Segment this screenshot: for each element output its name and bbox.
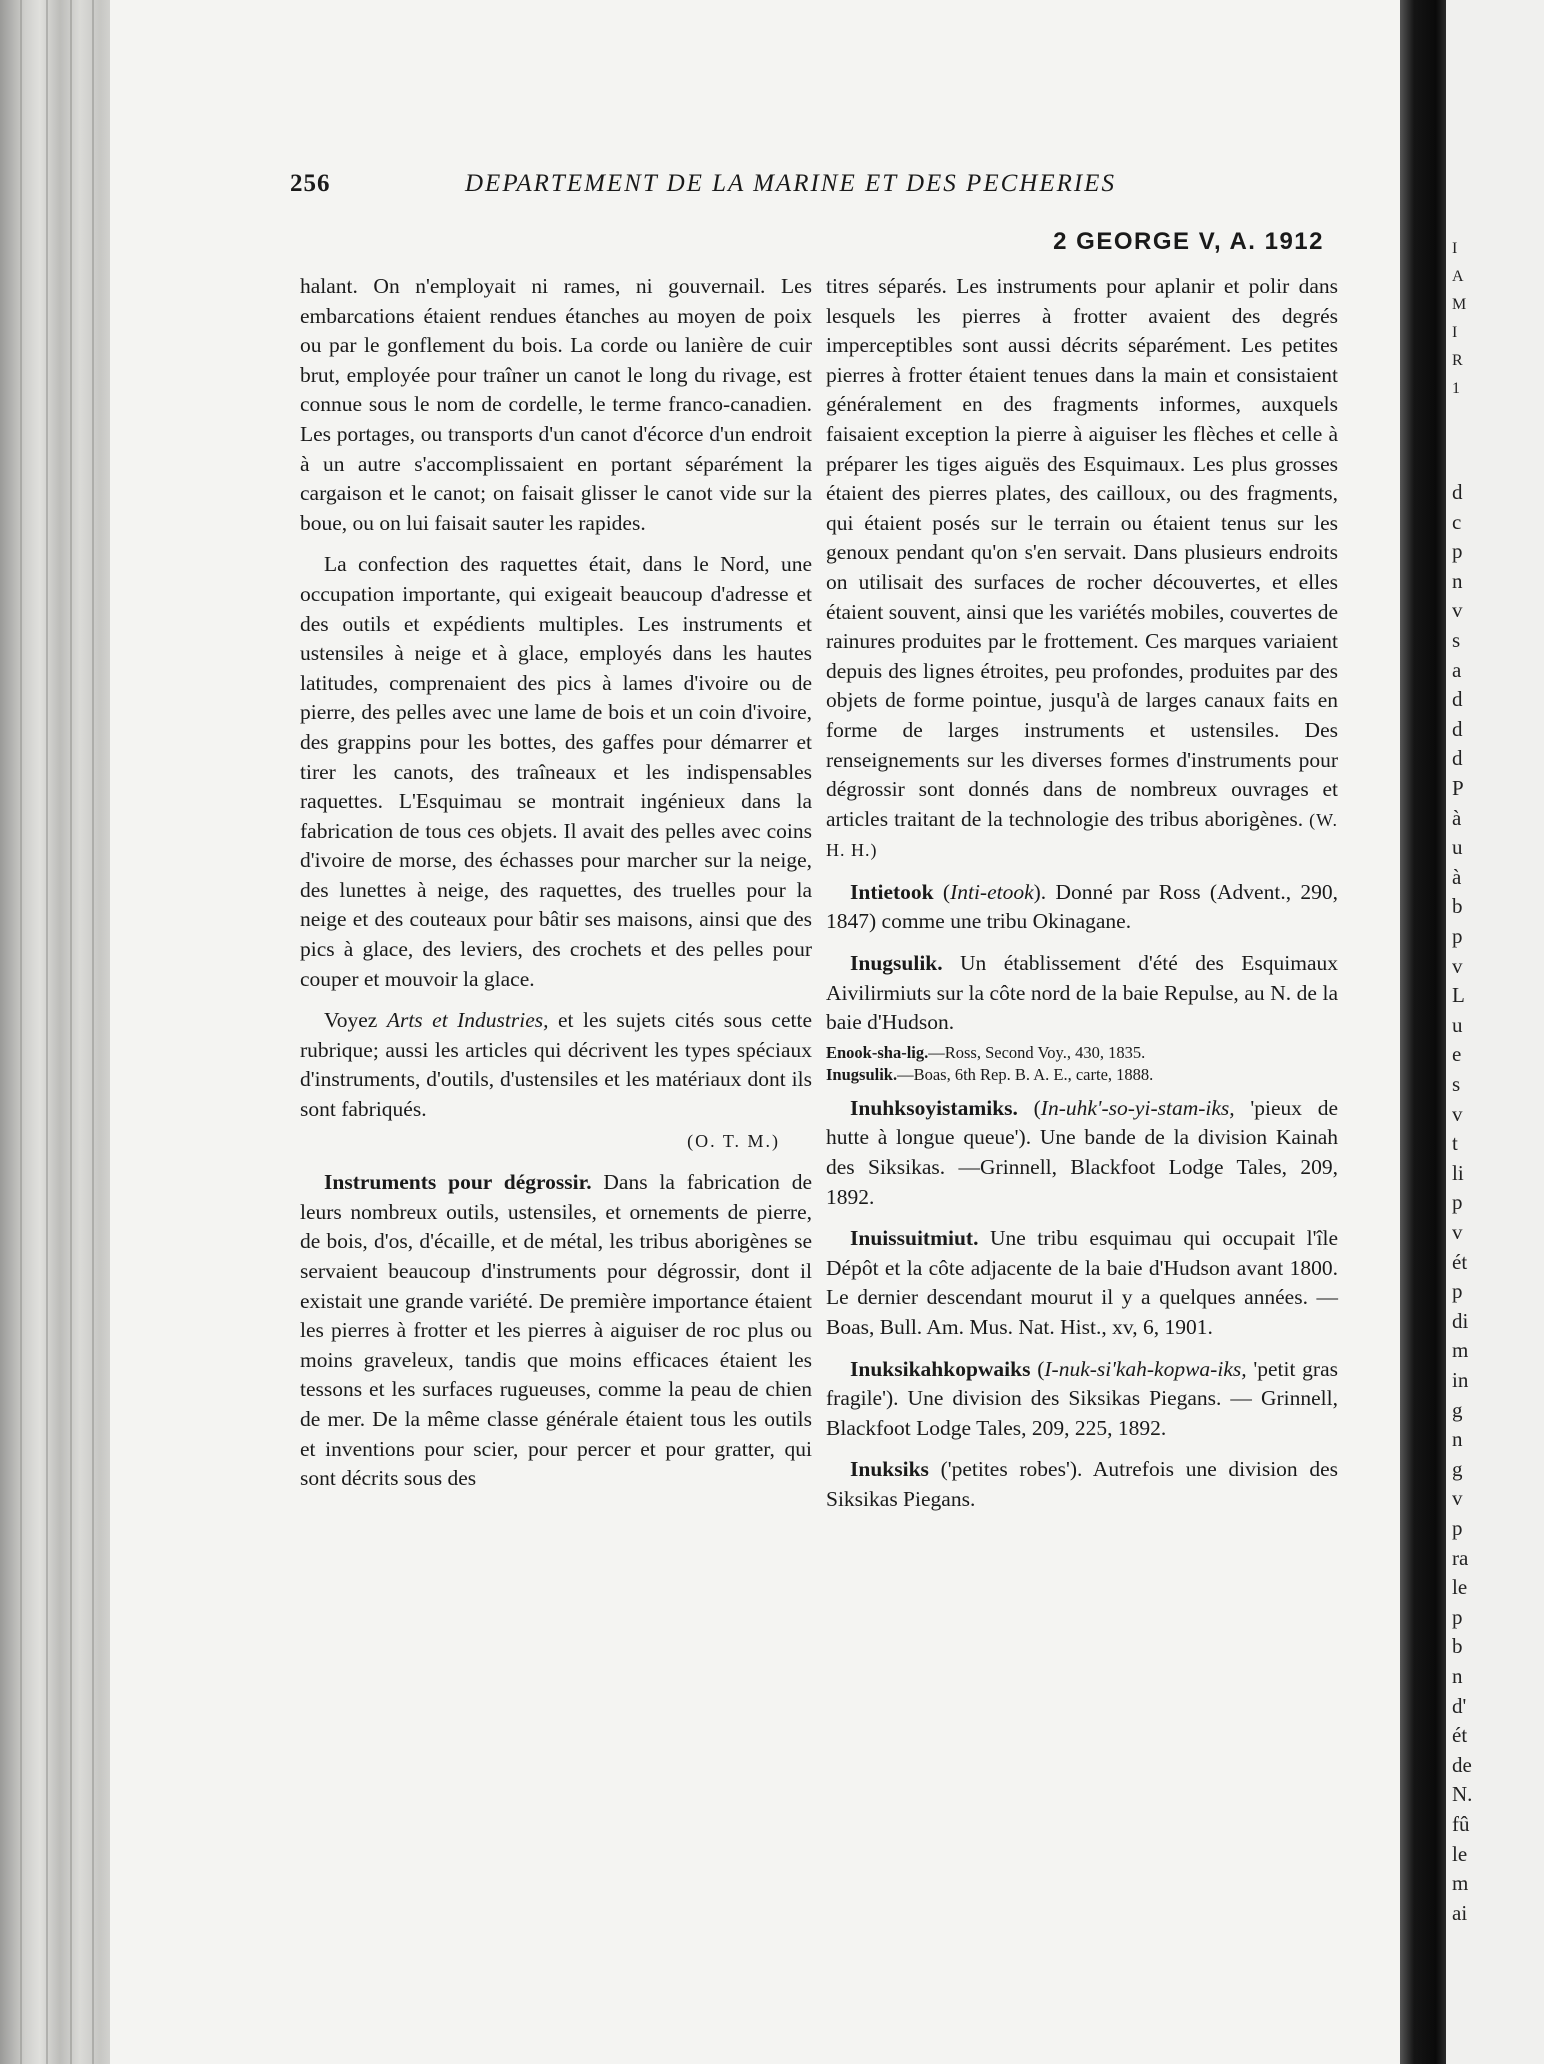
entry-inuksiks: Inuksiks ('petites robes'). Autrefois une division des Siksikas Piegans. bbox=[826, 1457, 1338, 1511]
facing-page-text-fragment: de bbox=[1452, 1752, 1472, 1777]
running-head bbox=[290, 170, 1350, 210]
facing-page-text-fragment: li bbox=[1452, 1160, 1464, 1185]
facing-page-text-fragment: fû bbox=[1452, 1812, 1470, 1836]
entry-intietook: Intietook (Inti-etook). Donné par Ross (Advent., 290, 1847) comme une tribu Okinagane. bbox=[826, 879, 1338, 934]
entry-inuksikahkopwaiks: Inuksikahkopwaiks (I-nuk-si'kah-kopwa-iks, 'petit gras fragile'). Une division des Siksikas Piegans. — Grinnell, Blackfoot Lodge Tales, 209, 225, 1892. bbox=[826, 1356, 1338, 1440]
entry-heading: Intietook bbox=[850, 879, 934, 904]
facing-page-text-fragment: v bbox=[1452, 598, 1463, 623]
facing-page-text-fragment: v bbox=[1452, 1486, 1463, 1511]
facing-page-text-fragment: e bbox=[1452, 1042, 1462, 1067]
facing-page-text-fragment: c bbox=[1452, 509, 1462, 534]
facing-page-text-fragment: le bbox=[1452, 1575, 1468, 1600]
entry-instruments: Instruments pour dégrossir. Dans la fabrication de leurs nombreux outils, ustensiles, et ornements de pierre, de bois, d'os, d'écaille, et de métal, les tribus aborigènes se servaient beaucoup d'instruments pour dégrossir, dont il existait une grande variété. De première importance étaient les pierres à frotter et les pierres à aiguiser de roc plus ou moins graveleux, tandis que moins efficaces étaient les tessons et les surfaces rugueuses, comme la peau de chien de mer. De la même classe générale étaient tous les outils et inventions pour scier, pour percer et pour gratter, qui sont décrits sous des bbox=[300, 1170, 812, 1491]
facing-page-text-fragment: ét bbox=[1452, 1723, 1468, 1748]
facing-page-text-fragment: di bbox=[1452, 1308, 1469, 1333]
facing-page-text-fragment: L bbox=[1452, 983, 1465, 1008]
facing-page-text-fragment: à bbox=[1452, 864, 1462, 889]
facing-page-text-fragment: p bbox=[1452, 924, 1463, 948]
facing-page-text-fragment: I bbox=[1452, 240, 1458, 257]
entry-inuhksoyistamiks: Inuhksoyistamiks. (In-uhk'-so-yi-stam-iks, 'pieux de hutte à longue queue'). Une bande de la division Kainah des Siksikas. —Grinnell, Blackfoot Lodge Tales, 209, 1892. bbox=[826, 1095, 1338, 1209]
facing-page-text-fragment: d bbox=[1452, 480, 1463, 504]
paragraph: Voyez Arts et Industries, et les sujets cités sous cette rubrique; aussi les articles qui décrivent les types spéciaux d'instruments, d'outils, d'ustensiles et les matériaux dont ils sont fabriqués. bbox=[300, 1008, 812, 1122]
page-number: 256 bbox=[290, 170, 331, 197]
entry-heading: Inuissuitmiut. bbox=[850, 1226, 979, 1251]
facing-page-fragment bbox=[1446, 0, 1544, 2064]
facing-page-text-fragment: d bbox=[1452, 716, 1463, 741]
facing-page-text-fragment: à bbox=[1452, 805, 1462, 830]
facing-page-text-fragment: d' bbox=[1452, 1693, 1467, 1718]
facing-page-text-fragment: n bbox=[1452, 568, 1463, 593]
paragraph: titres séparés. Les instruments pour aplanir et polir dans lesquels les pierres à frotter avaient des degrés imperceptibles sont aussi décrits séparément. Les petites pierres à frotter étaient tenues dans la main et consistaient généralement en des fragments informes, auxquels faisaient exception la pierre à aiguiser les flèches et celle à préparer les tiges aiguës des Esquimaux. Les plus grosses étaient des pierres plates, des cailloux, ou des fragments, qui étaient posés sur le terrain ou étaient tenus sur les genoux pendant qu'on s'en servait. Dans plusieurs endroits on utilisait des surfaces de rocher découvertes, et elles étaient souvent, ainsi que les variétés mobiles, couvertes de rainures produites par le frottement. Ces marques variaient depuis des lignes étroites, peu profondes, produites par des objets de forme pointue, jusqu'à de larges canaux faits en forme de larges instruments et ustensiles. Des renseignements sur les diverses formes d'instruments pour dégrossir sont donnés dans de nombreux ouvrages et articles traitant de la technologie des tribus aborigènes. (W. H. H.) bbox=[826, 274, 1338, 861]
entry-heading: Inuksiks bbox=[850, 1457, 929, 1482]
entry-inugsulik: Inugsulik. Un établissement d'été des Esquimaux Aivilirmiuts sur la côte nord de la baie Repulse, au N. de la baie d'Hudson. bbox=[826, 951, 1338, 1035]
entry-heading: Inuksikahkopwaiks bbox=[850, 1356, 1031, 1381]
facing-page-text-fragment: v bbox=[1452, 1101, 1463, 1126]
paragraph: La confection des raquettes était, dans le Nord, une occupation importante, qui exigeait beaucoup d'adresse et des outils et expédients multiples. Les instruments et ustensiles à neige et à glace, employés dans les hautes latitudes, comprenaient des pics à lames d'ivoire ou de pierre, des pelles avec une lame de bois et un coin d'ivoire, des grappins pour les bottes, des gaffes pour démarrer et tirer les canots, des traîneaux et les indispensables raquettes. L'Esquimau se montrait ingénieux dans la fabrication de tous ces objets. Il avait des pelles avec coins d'ivoire de morse, des échasses pour marcher sur la neige, des lunettes à neige, des raquettes, des truelles pour la neige et des couteaux pour bâtir ses maisons, ainsi que des pics à glace, des leviers, des crochets et des pelles pour couper et mouvoir la glace. bbox=[300, 552, 812, 991]
page-header-title: DEPARTEMENT DE LA MARINE ET DES PECHERIES bbox=[465, 170, 1116, 197]
facing-page-text-fragment: t bbox=[1452, 1131, 1458, 1156]
facing-page-text-fragment: R bbox=[1452, 352, 1463, 369]
facing-page-text-fragment: u bbox=[1452, 1012, 1463, 1037]
facing-page-text-fragment: N. bbox=[1452, 1782, 1473, 1807]
facing-page-text-fragment: ai bbox=[1452, 1900, 1468, 1925]
facing-page-text-fragment: g bbox=[1452, 1456, 1463, 1481]
entry-heading: Inugsulik. bbox=[850, 951, 943, 976]
facing-page-text-fragment: g bbox=[1452, 1397, 1463, 1422]
facing-page-text-fragment: p bbox=[1452, 1516, 1463, 1540]
facing-page-text-fragment: ra bbox=[1452, 1545, 1469, 1570]
facing-page-text-fragment: d bbox=[1452, 687, 1463, 712]
facing-page-text-fragment: v bbox=[1452, 953, 1463, 978]
facing-page-text-fragment: n bbox=[1452, 1427, 1463, 1452]
facing-page-text-fragment: b bbox=[1452, 1634, 1463, 1659]
facing-page-text-fragment: p bbox=[1452, 1279, 1463, 1304]
author-initials: (O. T. M.) bbox=[687, 1130, 780, 1151]
book-spine-shadow bbox=[1400, 0, 1446, 2064]
facing-page-text-fragment: v bbox=[1452, 1220, 1463, 1244]
italic-reference: Arts et Industries, bbox=[386, 1008, 549, 1033]
facing-page-text-fragment: m bbox=[1452, 1871, 1469, 1896]
facing-page-text-fragment: n bbox=[1452, 1664, 1463, 1688]
facing-page-text-fragment: 1 bbox=[1452, 380, 1460, 397]
facing-page-text-fragment: p bbox=[1452, 539, 1463, 564]
synonym-line: Enook-sha-lig.—Ross, Second Voy., 430, 1835. Inugsulik.—Boas, 6th Rep. B. A. E., carte, 1888. bbox=[826, 1042, 1154, 1084]
facing-page-text-fragment: u bbox=[1452, 835, 1463, 860]
left-column bbox=[300, 272, 812, 1506]
facing-page-text-fragment: d bbox=[1452, 746, 1463, 771]
facing-page-text-fragment: M bbox=[1452, 296, 1467, 313]
right-column bbox=[826, 272, 1338, 1527]
session-label: 2 GEORGE V, A. 1912 bbox=[1053, 228, 1324, 255]
entry-inuissuitmiut: Inuissuitmiut. Une tribu esquimau qui occupait l'île Dépôt et la côte adjacente de la baie d'Hudson avant 1800. Le dernier descendant mourut il y a quelques années. —Boas, Bull. Am. Mus. Nat. Hist., xv, 6, 1901. bbox=[826, 1226, 1338, 1339]
entry-heading: Inuhksoyistamiks. bbox=[850, 1095, 1018, 1120]
facing-page-text-fragment: ét bbox=[1452, 1249, 1468, 1274]
facing-page-text-fragment: I bbox=[1452, 324, 1458, 341]
facing-page-text-fragment: le bbox=[1452, 1841, 1468, 1866]
facing-page-text-fragment: s bbox=[1452, 628, 1461, 652]
facing-page-text-fragment: a bbox=[1452, 657, 1462, 682]
paragraph: halant. On n'employait ni rames, ni gouvernail. Les embarcations étaient rendues étanches au moyen de poix ou par le gonflement du bois. La corde ou lanière de cuir brut, employée pour traîner un canot le long du rivage, est connue sous le nom de cordelle, le terme franco-canadien. Les portages, ou transports d'un canot d'écorce d'un endroit à un autre s'accomplissaient en portant séparément la cargaison et le canot; on faisait glisser le canot vide sur la boue, ou on lui faisait sauter les rapides. bbox=[300, 274, 812, 535]
entry-heading: Instruments pour dégrossir. bbox=[324, 1170, 592, 1195]
facing-page-text-fragment: p bbox=[1452, 1604, 1463, 1629]
facing-page-text-fragment: m bbox=[1452, 1338, 1469, 1363]
facing-page-text-fragment: A bbox=[1452, 268, 1464, 285]
facing-page-text-fragment: s bbox=[1452, 1072, 1461, 1096]
facing-page-text-fragment: in bbox=[1452, 1368, 1469, 1392]
facing-page-text-fragment: p bbox=[1452, 1190, 1463, 1215]
facing-page-text-fragment: P bbox=[1452, 776, 1464, 800]
facing-page-text-fragment: b bbox=[1452, 894, 1463, 919]
author-initials: (W. H. H.) bbox=[826, 809, 1338, 861]
